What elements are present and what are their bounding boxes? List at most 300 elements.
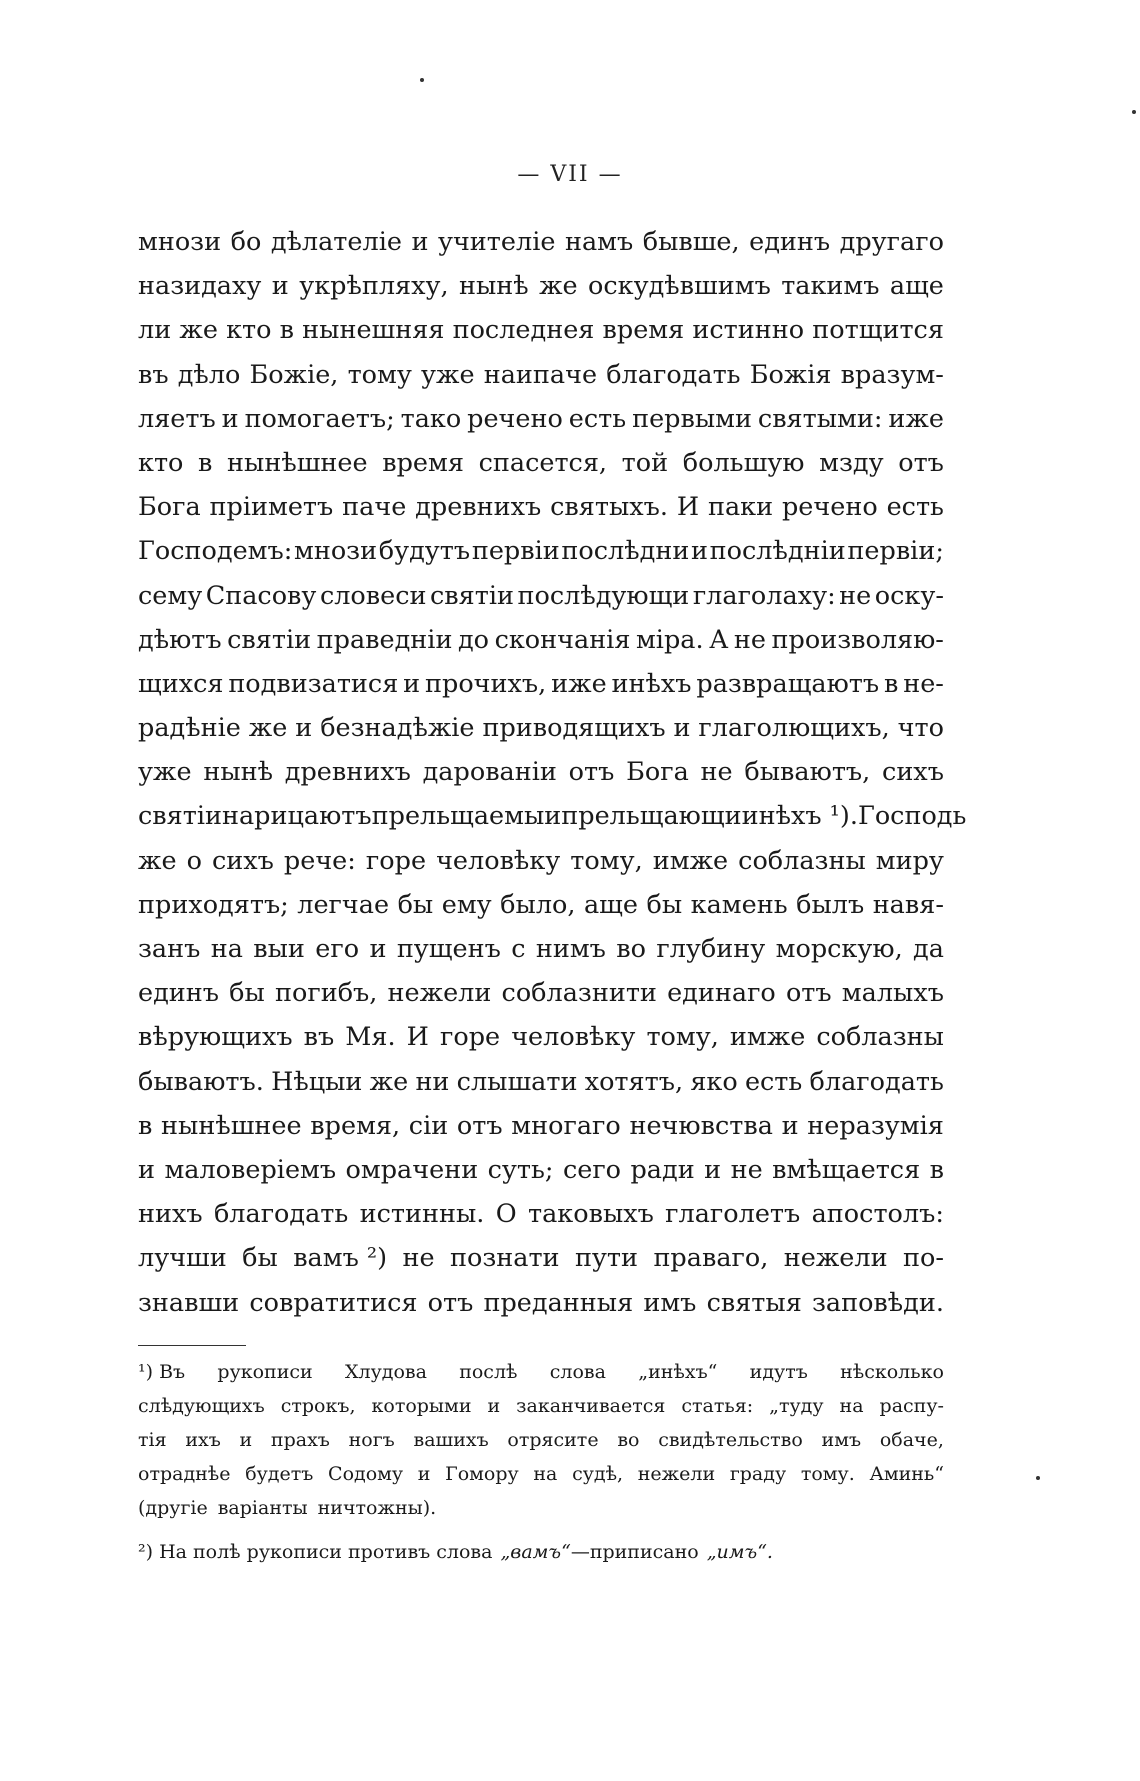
- body-word: послѣдни: [561, 536, 690, 567]
- body-word: такимъ: [781, 271, 880, 302]
- body-word: мнози: [293, 536, 378, 567]
- body-word: бы: [242, 1243, 278, 1274]
- body-word: его: [315, 934, 360, 964]
- body-word: Божіе,: [249, 359, 339, 390]
- footnote-1-word: „инѣхъ“: [638, 1361, 718, 1383]
- body-word: есть: [886, 492, 944, 523]
- footnote-1-word: заканчивается: [516, 1395, 666, 1417]
- body-word: нынѣшнее: [227, 447, 368, 478]
- body-word: мнози: [138, 227, 222, 257]
- body-line: [138, 220, 944, 264]
- body-word: не: [730, 1154, 763, 1185]
- body-line: [138, 618, 944, 662]
- body-word: наипаче: [483, 359, 598, 390]
- footnote-2-prefix: ²) На полѣ рукописи противъ слова: [138, 1541, 493, 1563]
- body-word: ему: [441, 889, 492, 920]
- body-line: [138, 1015, 944, 1059]
- footnote-1-word: распу-: [879, 1395, 944, 1417]
- body-word: человѣку: [511, 1022, 636, 1053]
- body-word: Спасову: [205, 580, 317, 611]
- footnote-1-word: рукописи: [217, 1361, 313, 1383]
- body-word: ли: [138, 315, 172, 346]
- body-word: человѣку: [436, 845, 561, 876]
- body-word: ради: [630, 1154, 695, 1185]
- body-word: назидаху: [138, 271, 262, 302]
- body-line: [138, 1104, 944, 1148]
- body-word: намъ: [564, 227, 634, 257]
- body-word: помогаетъ;: [244, 403, 395, 434]
- body-line: [138, 441, 944, 485]
- footnote-1-word: тія: [138, 1429, 167, 1451]
- body-word: бываютъ,: [744, 757, 871, 788]
- body-word: послѣдующи: [517, 580, 690, 611]
- footnote-1-word: на: [533, 1463, 558, 1485]
- body-word: заповѣди.: [811, 1287, 944, 1318]
- footnote-2: [138, 1535, 944, 1569]
- body-word: преданныя: [483, 1287, 634, 1318]
- body-word: вразум-: [840, 359, 944, 390]
- footnote-1-word: граду: [729, 1463, 787, 1485]
- body-line: [138, 662, 944, 706]
- body-word: святіи: [227, 624, 312, 655]
- footnote-1-word: отраднѣе: [138, 1463, 231, 1485]
- body-word: и: [221, 403, 239, 434]
- body-word: да: [913, 934, 944, 964]
- body-word: имъ: [643, 1287, 697, 1318]
- body-word: Бога: [626, 757, 689, 788]
- body-word: и: [691, 536, 708, 567]
- body-word: нихъ: [138, 1199, 203, 1230]
- footnote-1-word: Содому: [328, 1463, 404, 1485]
- body-word: сему: [138, 580, 203, 611]
- body-word: с: [511, 934, 526, 964]
- body-word: сего: [562, 1154, 622, 1185]
- body-line: [138, 794, 967, 838]
- body-line: [138, 353, 944, 397]
- body-word: безнадѣжіе: [320, 713, 475, 744]
- body-word: отъ: [568, 757, 615, 788]
- body-word: нынешняя: [302, 315, 445, 346]
- body-word: древнихъ: [284, 757, 411, 788]
- body-word: святыя: [706, 1287, 802, 1318]
- body-word: отъ: [785, 978, 832, 1009]
- footnote-2-word-1: „вамъ“: [500, 1541, 571, 1563]
- footnote-1: [138, 1355, 944, 1525]
- body-word: же: [179, 315, 218, 346]
- body-word: и: [781, 1110, 799, 1141]
- body-word: есть: [568, 403, 627, 434]
- footnote-divider: [138, 1345, 246, 1346]
- body-word: бо: [230, 227, 262, 257]
- body-word: истинно: [692, 315, 805, 346]
- body-word: праведніи: [316, 624, 453, 655]
- body-word: в: [929, 1154, 944, 1185]
- footnote-2-word-2: „имъ“.: [706, 1541, 773, 1563]
- footnote-1-word: ничтожны).: [317, 1497, 437, 1519]
- body-word: скончанія: [494, 624, 631, 655]
- footnote-1-line: [138, 1355, 944, 1389]
- body-word: иже: [888, 403, 944, 434]
- body-word: имже: [729, 1022, 806, 1053]
- body-word: нынѣ: [203, 757, 273, 788]
- body-word: и: [544, 801, 562, 832]
- body-word: отъ: [456, 1110, 503, 1141]
- body-word: совратитися: [249, 1287, 418, 1318]
- body-word: первыми: [632, 403, 752, 434]
- footnote-1-word: статья:: [681, 1395, 754, 1417]
- body-line: [138, 883, 944, 927]
- body-word: единъ: [749, 227, 831, 257]
- footnote-1-word: имъ: [821, 1429, 862, 1451]
- body-word: вамъ ²): [293, 1243, 388, 1274]
- body-word: в: [279, 315, 294, 346]
- footnote-1-word: варіанты: [217, 1497, 308, 1519]
- body-word: другаго: [839, 227, 944, 257]
- body-word: инѣхъ: [611, 668, 692, 699]
- body-word: не: [839, 580, 872, 611]
- body-word: И: [676, 492, 700, 523]
- footnote-1-word: ногъ: [348, 1429, 395, 1451]
- footnote-1-word: Гомору: [445, 1463, 519, 1485]
- body-word: знавши: [138, 1287, 240, 1318]
- body-word: нечювства: [629, 1110, 773, 1141]
- body-word: время: [602, 315, 685, 346]
- body-word: не: [733, 624, 767, 655]
- footnote-1-word: слѣдующихъ: [138, 1395, 265, 1417]
- body-word: миру: [875, 845, 944, 876]
- body-word: будутъ: [378, 536, 471, 567]
- body-word: прельщаемы: [371, 801, 545, 832]
- body-word: уже: [138, 757, 192, 788]
- body-word: спасется,: [478, 447, 608, 478]
- body-word: ляетъ: [138, 403, 216, 434]
- body-word: и: [138, 1154, 155, 1185]
- body-word: Господь: [857, 801, 967, 832]
- body-word: морскую,: [775, 934, 903, 964]
- footnote-1-word: прахъ: [270, 1429, 330, 1451]
- body-word: подвизатися: [228, 668, 399, 699]
- body-word: бываютъ.: [138, 1066, 264, 1097]
- body-word: же: [369, 1066, 409, 1097]
- body-word: не-: [903, 668, 944, 699]
- body-line: [138, 264, 944, 308]
- body-word: кто: [226, 315, 272, 346]
- footnote-1-word: будетъ: [245, 1463, 314, 1485]
- body-word: глубину: [656, 934, 766, 964]
- print-speck: [1036, 1476, 1040, 1480]
- body-word: оскудѣвшимъ: [588, 271, 771, 302]
- footnote-1-word: послѣ: [459, 1361, 518, 1383]
- body-word: дѣлателіе: [270, 227, 402, 257]
- footnote-1-word: „туду: [769, 1395, 824, 1417]
- body-word: приходятъ;: [138, 889, 289, 920]
- body-line: [138, 1060, 944, 1104]
- body-word: большую: [682, 447, 805, 478]
- footnote-1-word: ¹) Въ: [138, 1361, 186, 1383]
- body-word: словеси: [319, 580, 427, 611]
- body-word: Нѣцыи: [271, 1066, 363, 1097]
- footnote-1-word: свидѣтельство: [658, 1429, 803, 1451]
- body-word: нынѣ: [459, 271, 529, 302]
- footnote-1-word: отрясите: [507, 1429, 599, 1451]
- body-word: радѣніе: [138, 713, 241, 744]
- body-word: же: [138, 845, 177, 876]
- footnote-1-word: и: [487, 1395, 501, 1417]
- body-word: истинны.: [359, 1199, 485, 1230]
- body-word: міра.: [635, 624, 704, 655]
- body-word: не: [402, 1243, 435, 1274]
- body-word: апостолъ:: [811, 1199, 944, 1230]
- body-word: прельщающи: [561, 801, 742, 832]
- body-word: многаго: [511, 1110, 621, 1141]
- body-word: О: [495, 1199, 517, 1230]
- body-word: Божія: [749, 359, 832, 390]
- body-word: о: [186, 845, 202, 876]
- footnote-1-line: [138, 1491, 944, 1525]
- body-word: тому,: [646, 1022, 719, 1053]
- body-word: глаголаху:: [692, 580, 836, 611]
- footnote-1-word: тому.: [800, 1463, 855, 1485]
- body-word: иже: [551, 668, 607, 699]
- body-word: горе: [365, 845, 427, 876]
- body-word: вѣрующихъ: [138, 1022, 293, 1053]
- footnotes: [138, 1355, 944, 1569]
- body-word: единаго: [667, 978, 776, 1009]
- body-line: [138, 839, 944, 883]
- body-word: святіи: [138, 801, 222, 832]
- body-word: тако: [400, 403, 462, 434]
- body-word: аще: [583, 889, 638, 920]
- body-word: потщится: [812, 315, 944, 346]
- body-word: въ: [303, 1022, 335, 1053]
- body-word: щихся: [138, 668, 224, 699]
- body-word: нимъ: [535, 934, 606, 964]
- body-word: Господемъ:: [138, 536, 293, 567]
- body-word: бы: [397, 889, 434, 920]
- body-word: неразумія: [807, 1110, 944, 1141]
- body-word: лучши: [138, 1243, 227, 1274]
- body-word: нежели: [387, 978, 492, 1009]
- main-text: [138, 220, 967, 1325]
- body-word: отъ: [427, 1287, 474, 1318]
- footnote-1-word: вашихъ: [413, 1429, 489, 1451]
- body-word: и: [295, 713, 313, 744]
- body-word: глаголющихъ,: [698, 713, 890, 744]
- body-word: горе: [439, 1022, 501, 1053]
- body-word: развращаютъ: [696, 668, 880, 699]
- body-word: бывше,: [642, 227, 740, 257]
- body-line: [138, 397, 944, 441]
- body-word: же: [539, 271, 578, 302]
- body-word: нарицаютъ: [221, 801, 372, 832]
- body-word: яко: [690, 1066, 738, 1097]
- body-word: дѣло: [177, 359, 241, 390]
- footnote-1-word: Аминь“: [869, 1463, 944, 1485]
- body-word: что: [897, 713, 944, 744]
- body-word: ни: [415, 1066, 450, 1097]
- body-word: послѣдніи: [709, 536, 846, 567]
- body-word: паки: [707, 492, 774, 523]
- body-word: суть;: [487, 1154, 554, 1185]
- body-word: по-: [902, 1243, 944, 1274]
- footnote-1-word: Хлудова: [344, 1361, 427, 1383]
- body-word: уже: [421, 359, 475, 390]
- body-word: нежели: [783, 1243, 888, 1274]
- body-word: в: [884, 668, 899, 699]
- body-line: [138, 971, 944, 1015]
- body-word: тому,: [570, 845, 643, 876]
- body-word: омрачени: [345, 1154, 479, 1185]
- body-word: маловеріемъ: [164, 1154, 337, 1185]
- body-word: пути: [574, 1243, 639, 1274]
- footnote-1-line: [138, 1423, 944, 1457]
- body-line: [138, 308, 944, 352]
- body-word: Мя.: [345, 1022, 396, 1053]
- body-line: [138, 750, 944, 794]
- body-word: есть: [744, 1066, 803, 1097]
- body-word: древнихъ: [415, 492, 542, 523]
- body-word: камень: [690, 889, 788, 920]
- body-word: время,: [310, 1110, 401, 1141]
- body-word: единъ: [138, 978, 220, 1009]
- footnote-1-word: которыми: [371, 1395, 472, 1417]
- footnote-1-word: нѣсколько: [840, 1361, 944, 1383]
- body-word: же: [248, 713, 288, 744]
- body-word: А: [709, 624, 729, 655]
- body-word: слышати: [456, 1066, 578, 1097]
- footnote-1-word: идутъ: [749, 1361, 808, 1383]
- footnote-1-line: [138, 1457, 944, 1491]
- footnote-1-word: и: [239, 1429, 253, 1451]
- body-word: Бога: [138, 492, 201, 523]
- footnote-2-middle: —приписано: [570, 1541, 699, 1563]
- body-word: дарованіи: [422, 757, 557, 788]
- body-word: таковыхъ: [527, 1199, 654, 1230]
- body-word: было,: [500, 889, 576, 920]
- body-line: [138, 1236, 944, 1280]
- body-word: вмѣщается: [772, 1154, 921, 1185]
- body-word: пущенъ: [396, 934, 501, 964]
- body-word: благодать: [213, 1199, 349, 1230]
- footnote-1-word: ихъ: [185, 1429, 221, 1451]
- body-word: соблазны: [738, 845, 866, 876]
- footnote-1-word: судѣ,: [572, 1463, 624, 1485]
- body-word: паче: [342, 492, 407, 523]
- body-word: речено: [467, 403, 563, 434]
- body-word: выи: [253, 934, 305, 964]
- body-word: последнея: [452, 315, 595, 346]
- body-word: И: [406, 1022, 429, 1053]
- body-word: бы: [229, 978, 265, 1009]
- body-word: на: [210, 934, 243, 964]
- body-line: [138, 574, 944, 618]
- body-word: хотятъ,: [584, 1066, 684, 1097]
- body-word: укрѣпляху,: [299, 271, 449, 302]
- body-word: время: [382, 447, 464, 478]
- body-word: произволяю-: [771, 624, 944, 655]
- body-word: и: [403, 668, 421, 699]
- body-word: былъ: [796, 889, 865, 920]
- body-word: соблазнити: [501, 978, 657, 1009]
- body-word: благодать: [809, 1066, 944, 1097]
- body-word: нынѣшнее: [161, 1110, 302, 1141]
- footnote-1-word: на: [839, 1395, 864, 1417]
- body-word: первіи: [471, 536, 560, 567]
- body-word: до: [457, 624, 490, 655]
- body-word: рече:: [283, 845, 356, 876]
- body-word: мзду: [819, 447, 884, 478]
- body-word: святыми:: [757, 403, 883, 434]
- footnote-1-word: и: [417, 1463, 431, 1485]
- body-word: святіи: [430, 580, 514, 611]
- body-word: пріиметъ: [209, 492, 334, 523]
- body-word: кто: [138, 447, 184, 478]
- body-word: тому: [347, 359, 412, 390]
- footnote-1-word: во: [617, 1429, 640, 1451]
- body-line: [138, 1192, 944, 1236]
- print-speck: [1132, 110, 1136, 114]
- body-word: и: [271, 271, 289, 302]
- body-word: имже: [652, 845, 729, 876]
- body-word: сіи: [408, 1110, 449, 1141]
- body-line: [138, 1281, 944, 1325]
- page-number: — VII —: [517, 162, 623, 187]
- body-word: познати: [449, 1243, 560, 1274]
- body-word: дѣютъ: [138, 624, 222, 655]
- body-word: оску-: [874, 580, 944, 611]
- body-word: учителіе: [437, 227, 556, 257]
- body-line: [138, 706, 944, 750]
- body-word: бы: [646, 889, 683, 920]
- body-line: [138, 485, 944, 529]
- body-word: и: [673, 713, 691, 744]
- body-word: глаголетъ: [665, 1199, 801, 1230]
- body-word: во: [616, 934, 646, 964]
- body-word: соблазны: [816, 1022, 944, 1053]
- body-line: [138, 529, 944, 573]
- body-word: въ: [138, 359, 169, 390]
- body-word: приводящихъ: [482, 713, 666, 744]
- body-word: малыхъ: [841, 978, 944, 1009]
- print-speck: [420, 78, 424, 82]
- footnote-1-word: слова: [549, 1361, 606, 1383]
- body-word: праваго,: [653, 1243, 769, 1274]
- body-word: не: [700, 757, 733, 788]
- body-word: святыхъ.: [550, 492, 668, 523]
- body-word: и: [704, 1154, 722, 1185]
- body-word: благодать: [606, 359, 741, 390]
- body-word: отъ: [898, 447, 944, 478]
- body-word: легчае: [297, 889, 390, 920]
- body-word: сихъ: [882, 757, 944, 788]
- body-word: и: [369, 934, 387, 964]
- body-word: погибъ,: [274, 978, 378, 1009]
- body-line: [138, 927, 944, 971]
- footnote-1-word: обаче,: [879, 1429, 944, 1451]
- body-word: первіи;: [847, 536, 944, 567]
- body-word: и: [411, 227, 429, 257]
- body-word: в: [138, 1110, 153, 1141]
- body-word: инѣхъ ¹).: [741, 801, 858, 832]
- footnote-1-word: нежели: [637, 1463, 716, 1485]
- body-word: навя-: [872, 889, 944, 920]
- footnote-1-line: [138, 1389, 944, 1423]
- footnote-1-word: (другіе: [138, 1497, 208, 1519]
- footnote-1-word: строкъ,: [280, 1395, 356, 1417]
- body-word: сихъ: [211, 845, 274, 876]
- body-word: занъ: [138, 934, 201, 964]
- body-line: [138, 1148, 944, 1192]
